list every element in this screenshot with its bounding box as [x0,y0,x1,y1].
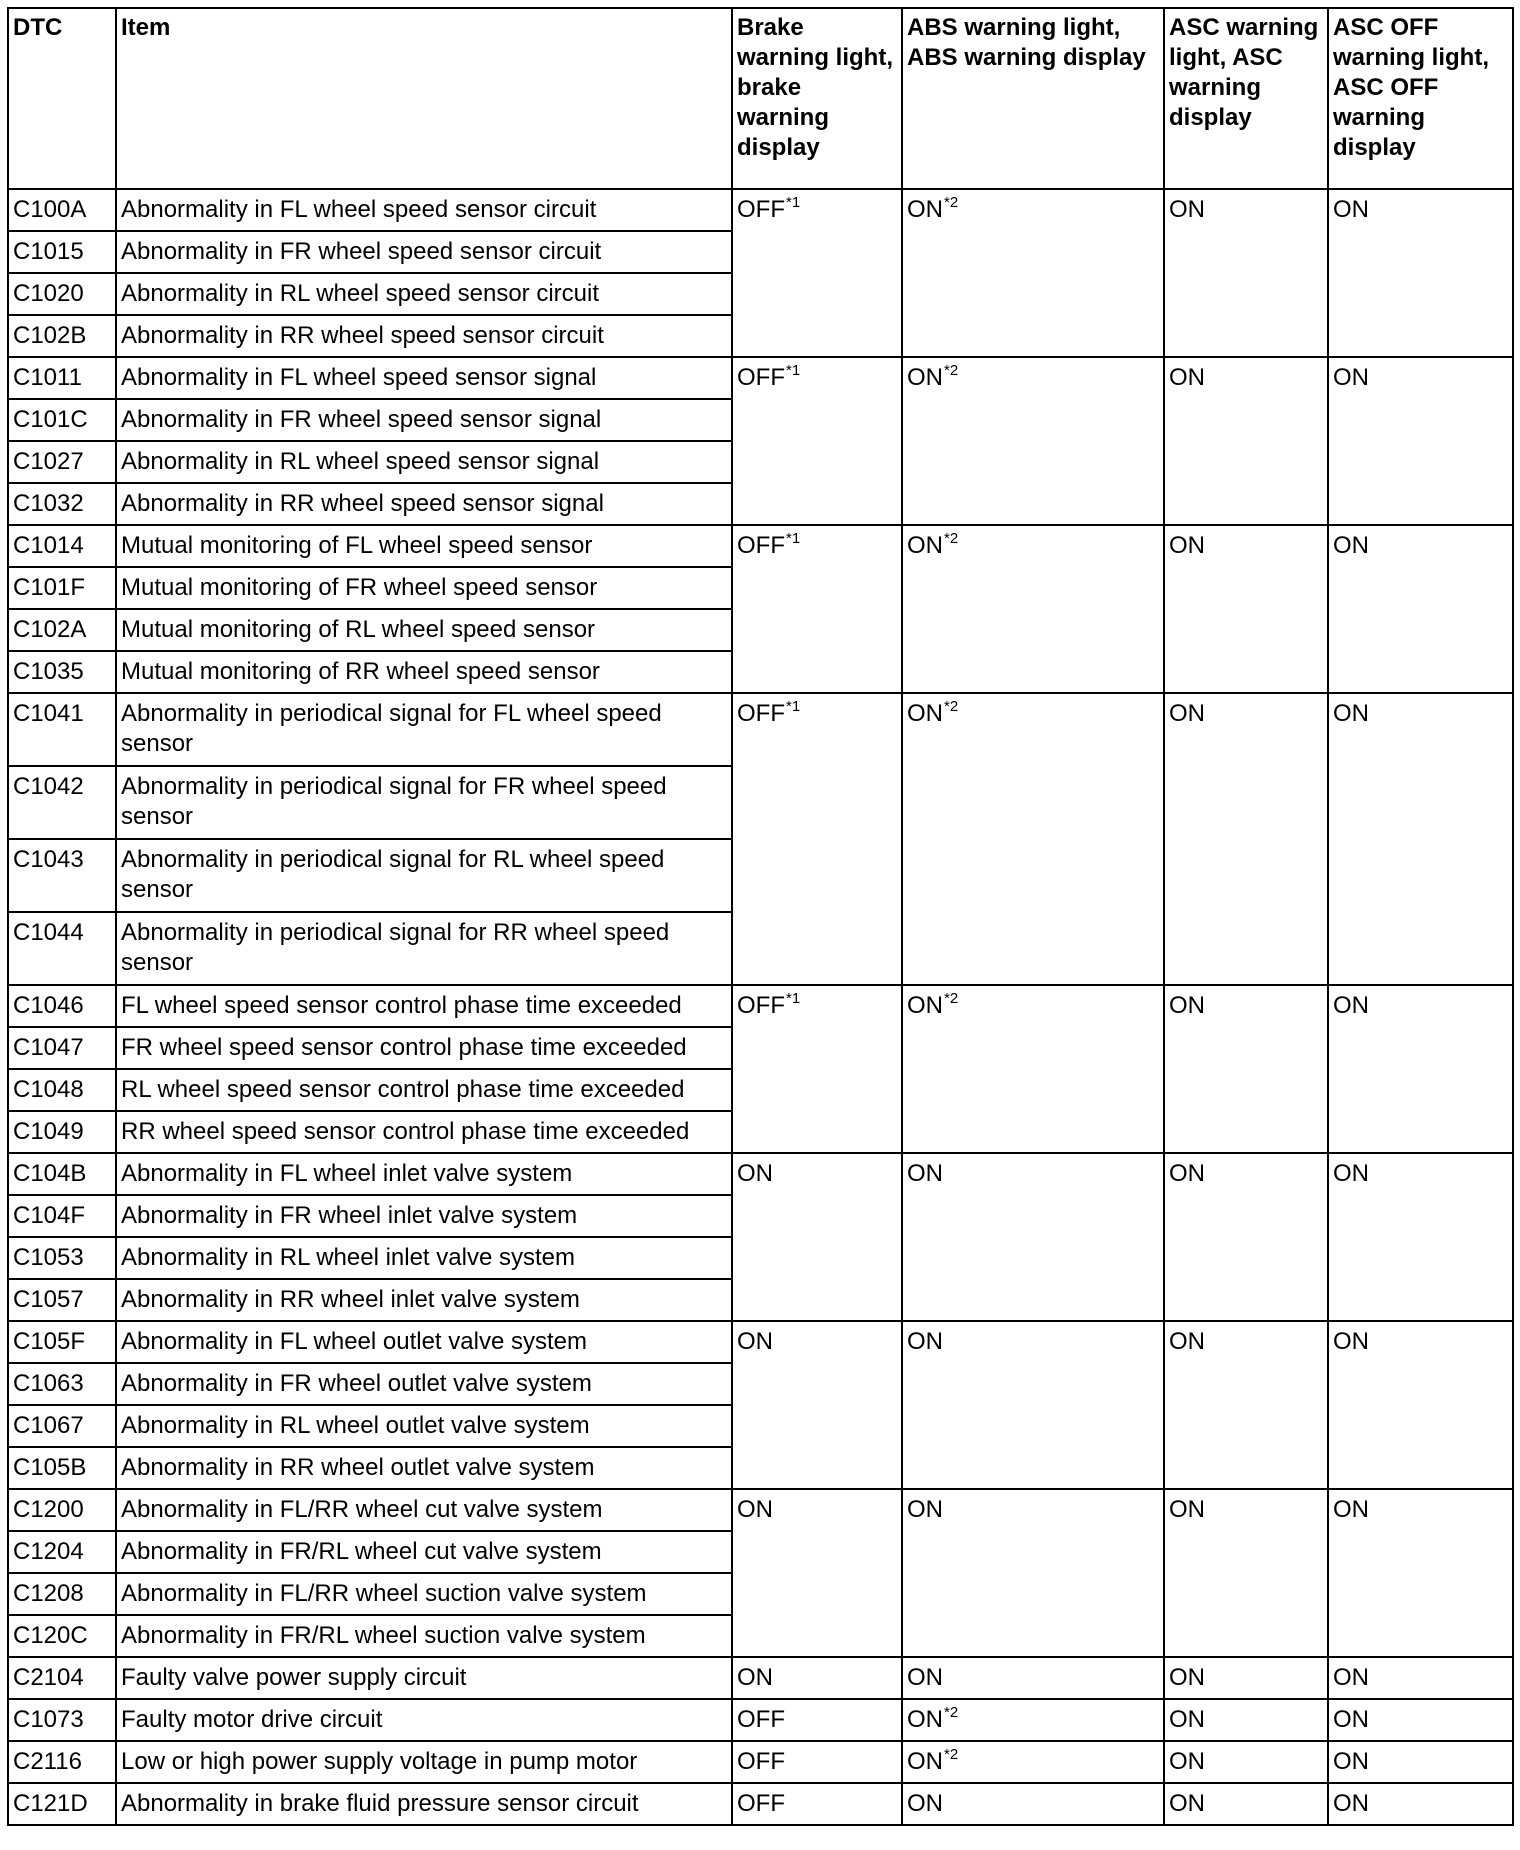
asc-off-warning-cell-value: ON [1333,532,1369,559]
asc-off-warning-cell-value: ON [1333,1160,1369,1187]
item-description-cell: Abnormality in FL/RR wheel suction valve system [116,1573,732,1615]
table-body [8,189,1513,1825]
abs-warning-cell-value: ON [907,1790,943,1817]
dtc-code-cell: C1208 [8,1573,116,1615]
asc-warning-cell [1164,1657,1328,1699]
asc-warning-cell-value: ON [1169,1790,1205,1817]
asc-warning-cell-value: ON [1169,1160,1205,1187]
item-description-cell: Abnormality in periodical signal for RL wheel speed sensor [116,839,732,912]
abs-warning-cell [902,1699,1164,1741]
abs-warning-cell [902,985,1164,1153]
item-description-cell: FL wheel speed sensor control phase time exceeded [116,985,732,1027]
table-row [8,525,1513,567]
item-description-cell: Abnormality in FR/RL wheel cut valve system [116,1531,732,1573]
dtc-code-cell: C1046 [8,985,116,1027]
dtc-code-cell: C1053 [8,1237,116,1279]
abs-warning-cell [902,525,1164,693]
table-row [8,1741,1513,1783]
dtc-code-cell: C120C [8,1615,116,1657]
brake-warning-cell [732,1489,902,1657]
abs-warning-cell [902,1783,1164,1825]
table-row [8,1657,1513,1699]
brake-warning-cell-footnote-mark: *1 [786,698,801,715]
asc-off-warning-cell-value: ON [1333,1706,1369,1733]
asc-off-warning-cell [1328,1657,1513,1699]
item-description-cell: Abnormality in FR wheel outlet valve system [116,1363,732,1405]
asc-off-warning-cell-value: ON [1333,364,1369,391]
abs-warning-cell-value: ON [907,1706,943,1733]
item-description-cell: Abnormality in FR wheel speed sensor circuit [116,231,732,273]
brake-warning-cell-value: OFF [737,364,785,391]
item-description-cell: Abnormality in FR wheel speed sensor signal [116,399,732,441]
asc-warning-cell [1164,693,1328,985]
item-description-cell: Abnormality in FL wheel speed sensor circuit [116,189,732,231]
table-row [8,1699,1513,1741]
asc-warning-cell [1164,189,1328,357]
item-description-cell: Abnormality in RR wheel inlet valve system [116,1279,732,1321]
abs-warning-cell-footnote-mark: *2 [944,530,959,547]
abs-warning-cell [902,1741,1164,1783]
header-item: Item [116,8,732,189]
asc-warning-cell [1164,985,1328,1153]
item-description-cell: Abnormality in FR/RL wheel suction valve system [116,1615,732,1657]
item-description-cell: Abnormality in periodical signal for FL wheel speed sensor [116,693,732,766]
asc-warning-cell-value: ON [1169,1328,1205,1355]
asc-warning-cell-value: ON [1169,1748,1205,1775]
header-row [8,8,1513,189]
asc-off-warning-cell [1328,1489,1513,1657]
dtc-code-cell: C2116 [8,1741,116,1783]
asc-off-warning-cell [1328,1783,1513,1825]
dtc-code-cell: C1204 [8,1531,116,1573]
dtc-warning-table [7,7,1514,1826]
brake-warning-cell-value: OFF [737,196,785,223]
asc-warning-cell [1164,1741,1328,1783]
item-description-cell: Abnormality in RR wheel speed sensor signal [116,483,732,525]
abs-warning-cell-footnote-mark: *2 [944,990,959,1007]
table-row [8,1783,1513,1825]
header-brake-warning: Brake warning light, brake warning display [732,8,902,189]
abs-warning-cell-value: ON [907,700,943,727]
asc-warning-cell [1164,525,1328,693]
abs-warning-cell-footnote-mark: *2 [944,1704,959,1721]
dtc-code-cell: C2104 [8,1657,116,1699]
item-description-cell: Low or high power supply voltage in pump motor [116,1741,732,1783]
item-description-cell: Abnormality in FL/RR wheel cut valve system [116,1489,732,1531]
item-description-cell: Abnormality in RL wheel speed sensor circuit [116,273,732,315]
dtc-code-cell: C102B [8,315,116,357]
table-row [8,1321,1513,1363]
table-row [8,1489,1513,1531]
brake-warning-cell [732,189,902,357]
item-description-cell: Abnormality in RR wheel outlet valve system [116,1447,732,1489]
brake-warning-cell-value: OFF [737,1706,785,1733]
brake-warning-cell [732,985,902,1153]
brake-warning-cell-value: OFF [737,992,785,1019]
abs-warning-cell-value: ON [907,196,943,223]
brake-warning-cell-footnote-mark: *1 [786,362,801,379]
dtc-code-cell: C1073 [8,1699,116,1741]
abs-warning-cell-value: ON [907,1748,943,1775]
asc-warning-cell-value: ON [1169,532,1205,559]
abs-warning-cell-value: ON [907,1328,943,1355]
item-description-cell: Faulty valve power supply circuit [116,1657,732,1699]
asc-warning-cell [1164,1699,1328,1741]
brake-warning-cell [732,1699,902,1741]
item-description-cell: Mutual monitoring of RL wheel speed sensor [116,609,732,651]
item-description-cell: Mutual monitoring of FR wheel speed sensor [116,567,732,609]
dtc-code-cell: C1048 [8,1069,116,1111]
table-row [8,1153,1513,1195]
asc-off-warning-cell-value: ON [1333,196,1369,223]
abs-warning-cell [902,693,1164,985]
abs-warning-cell-footnote-mark: *2 [944,1746,959,1763]
asc-off-warning-cell-value: ON [1333,1790,1369,1817]
asc-off-warning-cell-value: ON [1333,992,1369,1019]
abs-warning-cell-footnote-mark: *2 [944,362,959,379]
item-description-cell: Abnormality in RL wheel speed sensor signal [116,441,732,483]
dtc-code-cell: C1041 [8,693,116,766]
header-asc-off-warning: ASC OFF warning light, ASC OFF warning display [1328,8,1513,189]
brake-warning-cell-value: OFF [737,1748,785,1775]
item-description-cell: Abnormality in periodical signal for FR wheel speed sensor [116,766,732,839]
abs-warning-cell-value: ON [907,1496,943,1523]
item-description-cell: Abnormality in RL wheel outlet valve system [116,1405,732,1447]
brake-warning-cell [732,693,902,985]
dtc-code-cell: C1057 [8,1279,116,1321]
dtc-code-cell: C102A [8,609,116,651]
item-description-cell: Abnormality in FL wheel inlet valve system [116,1153,732,1195]
asc-warning-cell [1164,357,1328,525]
abs-warning-cell-value: ON [907,532,943,559]
asc-warning-cell [1164,1489,1328,1657]
dtc-code-cell: C1047 [8,1027,116,1069]
table-row [8,357,1513,399]
item-description-cell: Abnormality in FL wheel speed sensor signal [116,357,732,399]
brake-warning-cell [732,1741,902,1783]
item-description-cell: RR wheel speed sensor control phase time exceeded [116,1111,732,1153]
brake-warning-cell-footnote-mark: *1 [786,530,801,547]
brake-warning-cell-footnote-mark: *1 [786,990,801,1007]
item-description-cell: Abnormality in brake fluid pressure sensor circuit [116,1783,732,1825]
brake-warning-cell-value: OFF [737,532,785,559]
asc-warning-cell-value: ON [1169,1664,1205,1691]
asc-off-warning-cell-value: ON [1333,700,1369,727]
abs-warning-cell-footnote-mark: *2 [944,698,959,715]
asc-warning-cell-value: ON [1169,1496,1205,1523]
brake-warning-cell [732,1657,902,1699]
brake-warning-cell-value: OFF [737,1790,785,1817]
table-row [8,985,1513,1027]
asc-warning-cell [1164,1783,1328,1825]
abs-warning-cell [902,1657,1164,1699]
dtc-code-cell: C1049 [8,1111,116,1153]
abs-warning-cell-footnote-mark: *2 [944,194,959,211]
table-row [8,189,1513,231]
asc-off-warning-cell [1328,357,1513,525]
abs-warning-cell [902,1489,1164,1657]
brake-warning-cell [732,1783,902,1825]
item-description-cell: Faulty motor drive circuit [116,1699,732,1741]
asc-warning-cell [1164,1153,1328,1321]
dtc-code-cell: C1043 [8,839,116,912]
brake-warning-cell-value: ON [737,1160,773,1187]
dtc-code-cell: C101F [8,567,116,609]
item-description-cell: FR wheel speed sensor control phase time exceeded [116,1027,732,1069]
abs-warning-cell-value: ON [907,1160,943,1187]
item-description-cell: Mutual monitoring of FL wheel speed sensor [116,525,732,567]
abs-warning-cell-value: ON [907,1664,943,1691]
brake-warning-cell [732,1321,902,1489]
dtc-code-cell: C101C [8,399,116,441]
item-description-cell: RL wheel speed sensor control phase time exceeded [116,1069,732,1111]
brake-warning-cell-value: ON [737,1496,773,1523]
dtc-code-cell: C104B [8,1153,116,1195]
dtc-code-cell: C1042 [8,766,116,839]
abs-warning-cell-value: ON [907,992,943,1019]
table-row [8,693,1513,766]
brake-warning-cell-footnote-mark: *1 [786,194,801,211]
brake-warning-cell [732,525,902,693]
header-dtc: DTC [8,8,116,189]
dtc-code-cell: C1027 [8,441,116,483]
item-description-cell: Abnormality in RL wheel inlet valve system [116,1237,732,1279]
brake-warning-cell-value: ON [737,1328,773,1355]
asc-warning-cell-value: ON [1169,364,1205,391]
asc-warning-cell-value: ON [1169,196,1205,223]
dtc-code-cell: C1014 [8,525,116,567]
dtc-code-cell: C1032 [8,483,116,525]
dtc-code-cell: C121D [8,1783,116,1825]
abs-warning-cell-value: ON [907,364,943,391]
item-description-cell: Abnormality in FL wheel outlet valve system [116,1321,732,1363]
dtc-code-cell: C1020 [8,273,116,315]
brake-warning-cell [732,357,902,525]
brake-warning-cell-value: ON [737,1664,773,1691]
dtc-code-cell: C105B [8,1447,116,1489]
item-description-cell: Abnormality in FR wheel inlet valve system [116,1195,732,1237]
asc-warning-cell-value: ON [1169,992,1205,1019]
header-asc-warning: ASC warning light, ASC warning display [1164,8,1328,189]
asc-off-warning-cell [1328,1153,1513,1321]
asc-off-warning-cell [1328,1321,1513,1489]
dtc-code-cell: C1011 [8,357,116,399]
dtc-code-cell: C1063 [8,1363,116,1405]
asc-off-warning-cell [1328,525,1513,693]
asc-off-warning-cell-value: ON [1333,1328,1369,1355]
abs-warning-cell [902,189,1164,357]
asc-off-warning-cell-value: ON [1333,1748,1369,1775]
dtc-code-cell: C105F [8,1321,116,1363]
item-description-cell: Abnormality in periodical signal for RR wheel speed sensor [116,912,732,985]
dtc-code-cell: C100A [8,189,116,231]
asc-warning-cell-value: ON [1169,700,1205,727]
asc-off-warning-cell [1328,189,1513,357]
asc-off-warning-cell [1328,693,1513,985]
dtc-code-cell: C104F [8,1195,116,1237]
dtc-code-cell: C1035 [8,651,116,693]
dtc-code-cell: C1044 [8,912,116,985]
asc-warning-cell [1164,1321,1328,1489]
abs-warning-cell [902,357,1164,525]
asc-off-warning-cell [1328,1741,1513,1783]
brake-warning-cell-value: OFF [737,700,785,727]
asc-off-warning-cell [1328,985,1513,1153]
item-description-cell: Mutual monitoring of RR wheel speed sensor [116,651,732,693]
asc-off-warning-cell [1328,1699,1513,1741]
asc-off-warning-cell-value: ON [1333,1496,1369,1523]
dtc-code-cell: C1015 [8,231,116,273]
dtc-code-cell: C1067 [8,1405,116,1447]
dtc-code-cell: C1200 [8,1489,116,1531]
abs-warning-cell [902,1321,1164,1489]
asc-warning-cell-value: ON [1169,1706,1205,1733]
asc-off-warning-cell-value: ON [1333,1664,1369,1691]
item-description-cell: Abnormality in RR wheel speed sensor circuit [116,315,732,357]
brake-warning-cell [732,1153,902,1321]
abs-warning-cell [902,1153,1164,1321]
header-abs-warning: ABS warning light, ABS warning display [902,8,1164,189]
